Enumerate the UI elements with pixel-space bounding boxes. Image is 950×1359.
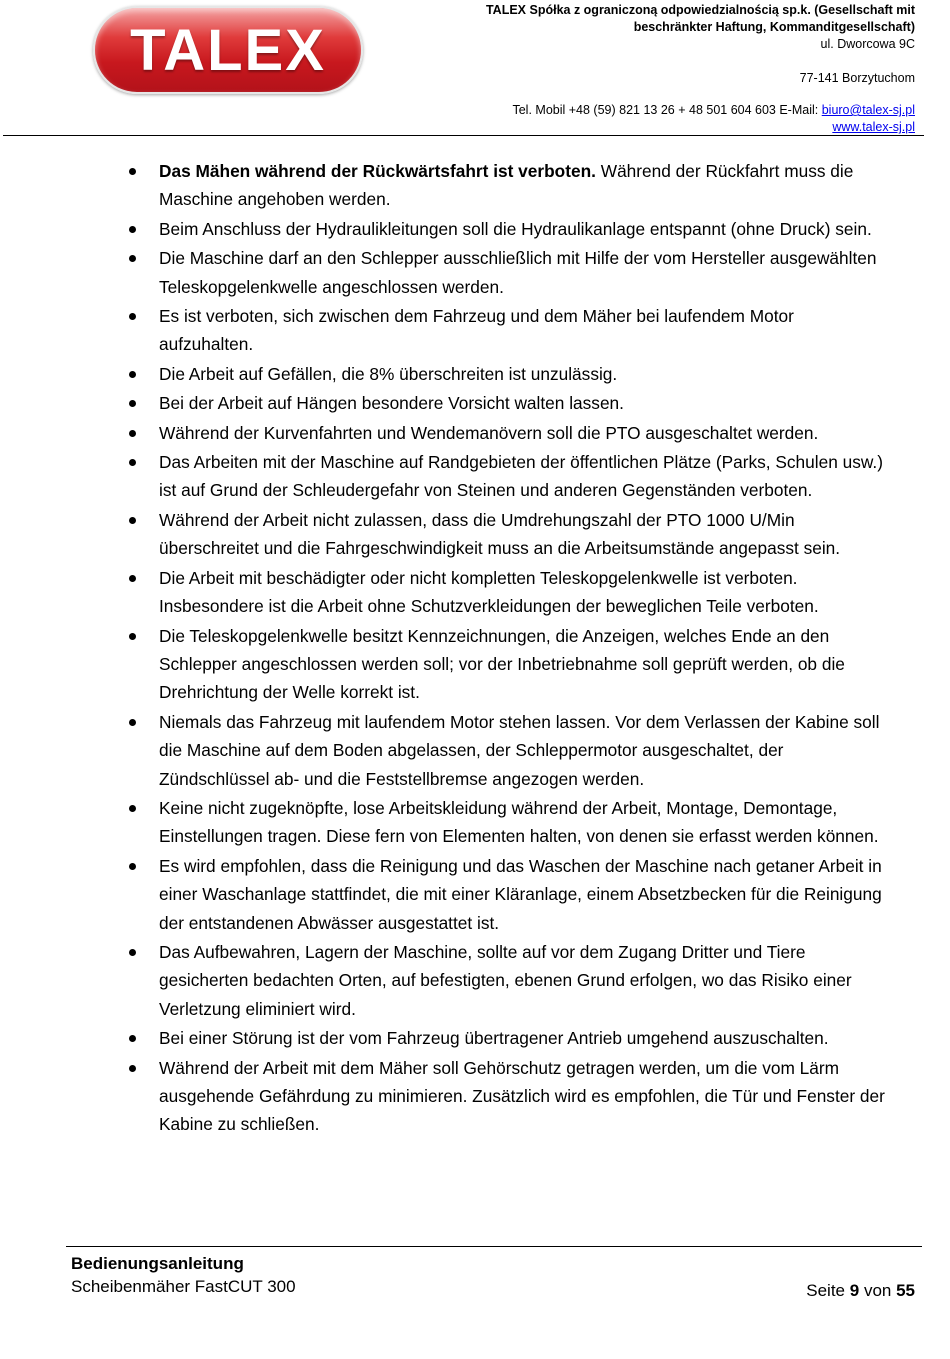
bullet-item: [127, 1024, 887, 1052]
contact-info: [315, 102, 915, 136]
bullet-dot-icon: [129, 805, 136, 812]
bullet-dot-icon: [129, 949, 136, 956]
talex-logo: [93, 6, 363, 94]
bullet-text: Keine nicht zugeknöpfte, lose Arbeitskleidung während der Arbeit, Montage, Demontage, Einstellungen tragen. Diese fern von Elementen halten, von denen sie erfasst werden können.: [159, 797, 879, 847]
bullet-text: Während der Arbeit mit dem Mäher soll Gehörschutz getragen werden, um die vom Lärm ausgehende Gefährdung zu minimieren. Zusätzlich wird es empfohlen, die Tür und Fenster der Kabine zu schließen.: [159, 1057, 885, 1135]
bullet-dot-icon: [129, 400, 136, 407]
footer-title: Bedienungsanleitung: [71, 1254, 244, 1273]
bullet-item: [127, 302, 887, 359]
email-link[interactable]: biuro@talex-sj.pl: [821, 103, 915, 117]
bullet-text: Die Maschine darf an den Schlepper ausschließlich mit Hilfe der vom Hersteller ausgewählten Teleskopgelenkwelle angeschlossen werden.: [159, 248, 877, 297]
safety-instructions: [127, 157, 887, 1140]
bullet-dot-icon: [129, 575, 136, 582]
bullet-item: [127, 244, 887, 301]
footer-document-info: [71, 1252, 296, 1298]
company-name-line2: beschränkter Haftung, Kommanditgesellschaft): [633, 20, 915, 34]
bullet-text: Während der Kurvenfahrten und Wendemanövern soll die PTO ausgeschaltet werden.: [159, 422, 819, 443]
bullet-text: Beim Anschluss der Hydraulikleitungen soll die Hydraulikanlage entspannt (ohne Druck) sein.: [159, 218, 872, 239]
bullet-dot-icon: [129, 719, 136, 726]
bullet-text: Niemals das Fahrzeug mit laufendem Motor stehen lassen. Vor dem Verlassen der Kabine soll die Maschine auf dem Boden abgelassen, der Schleppermotor ausgeschaltet, der Zündschlüssel ab- und die Feststellbremse angezogen werden.: [159, 711, 880, 789]
bullet-text: Bei einer Störung ist der vom Fahrzeug übertragener Antrieb umgehend auszuschalten.: [159, 1028, 829, 1049]
bullet-item: [127, 157, 887, 214]
bullet-item: [127, 215, 887, 243]
bullet-text: Das Aufbewahren, Lagern der Maschine, sollte auf vor dem Zugang Dritter und Tiere gesicherten bedachten Orten, auf befestigten, ebenen Grund erfolgen, wo das Risiko einer Verletzung eliminiert wird.: [159, 941, 852, 1019]
bullet-item: [127, 448, 887, 505]
bullet-dot-icon: [129, 430, 136, 437]
bullet-text: Es wird empfohlen, dass die Reinigung und das Waschen der Maschine nach getaner Arbeit in einer Waschanlage stattfindet, die mit einer Kläranlage, einem Absetzbecken für die Reinigung der entstandenen Abwässer ausgestattet ist.: [159, 855, 882, 933]
bullet-bold-text: Das Mähen während der Rückwärtsfahrt ist verboten.: [159, 161, 596, 181]
bullet-item: [127, 1054, 887, 1139]
company-address: [455, 2, 915, 87]
bullet-item: [127, 360, 887, 388]
page-total: 55: [896, 1281, 915, 1300]
bullet-item: [127, 389, 887, 417]
bullet-text: Während der Arbeit nicht zulassen, dass die Umdrehungszahl der PTO 1000 U/Min überschreitet und die Fahrgeschwindigkeit muss an die Arbeitsumstände angepasst sein.: [159, 509, 841, 559]
bullet-text: Es ist verboten, sich zwischen dem Fahrzeug und dem Mäher bei laufendem Motor aufzuhalten.: [159, 306, 794, 355]
bullet-text: Die Arbeit mit beschädigter oder nicht kompletten Teleskopgelenkwelle ist verboten. Insbesondere ist die Arbeit ohne Schutzverkleidungen der beweglichen Teile verboten.: [159, 567, 819, 617]
bullet-dot-icon: [129, 371, 136, 378]
bullet-text: Die Teleskopgelenkwelle besitzt Kennzeichnungen, die Anzeigen, welches Ende an den Schlepper angeschlossen werden soll; vor der Inbetriebnahme soll geprüft werden, ob die Drehrichtung der Welle korrekt ist.: [159, 625, 845, 703]
bullet-dot-icon: [129, 459, 136, 466]
bullet-item: [127, 852, 887, 937]
page-word: Seite: [806, 1281, 850, 1300]
footer-subtitle: Scheibenmäher FastCUT 300: [71, 1277, 296, 1296]
bullet-dot-icon: [129, 517, 136, 524]
bullet-item: [127, 419, 887, 447]
bullet-text: Die Arbeit auf Gefällen, die 8% überschreiten ist unzulässig.: [159, 363, 618, 384]
bullet-dot-icon: [129, 863, 136, 870]
bullet-list: [127, 157, 887, 1139]
bullet-dot-icon: [129, 226, 136, 233]
page-number: [806, 1279, 915, 1302]
logo-text: TALEX: [130, 17, 326, 83]
bullet-text: Während der Rückfahrt muss die Maschine angehoben werden.: [159, 161, 854, 210]
header-divider: [3, 135, 924, 136]
website-link[interactable]: www.talex-sj.pl: [832, 120, 915, 134]
page-current: 9: [849, 1281, 860, 1300]
company-city: 77-141 Borzytuchom: [799, 71, 915, 85]
footer-divider: [66, 1246, 922, 1247]
bullet-dot-icon: [129, 1035, 136, 1042]
bullet-item: [127, 506, 887, 563]
bullet-dot-icon: [129, 1065, 136, 1072]
bullet-item: [127, 564, 887, 621]
bullet-dot-icon: [129, 168, 136, 175]
company-street: ul. Dworcowa 9C: [820, 37, 915, 51]
bullet-dot-icon: [129, 633, 136, 640]
contact-phone-text: Tel. Mobil +48 (59) 821 13 26 + 48 501 604 603 E-Mail:: [512, 103, 822, 117]
bullet-item: [127, 938, 887, 1023]
company-name-line1: TALEX Spółka z ograniczoną odpowiedzialnością sp.k. (Gesellschaft mit: [485, 3, 915, 17]
bullet-item: [127, 622, 887, 707]
bullet-item: [127, 708, 887, 793]
page-of: von: [859, 1281, 897, 1300]
bullet-dot-icon: [129, 255, 136, 262]
bullet-item: [127, 794, 887, 851]
bullet-text: Das Arbeiten mit der Maschine auf Randgebieten der öffentlichen Plätze (Parks, Schulen usw.) ist auf Grund der Schleudergefahr von Steinen und anderen Gegenständen verboten.: [159, 452, 883, 501]
bullet-text: Bei der Arbeit auf Hängen besondere Vorsicht walten lassen.: [159, 393, 624, 414]
bullet-dot-icon: [129, 313, 136, 320]
